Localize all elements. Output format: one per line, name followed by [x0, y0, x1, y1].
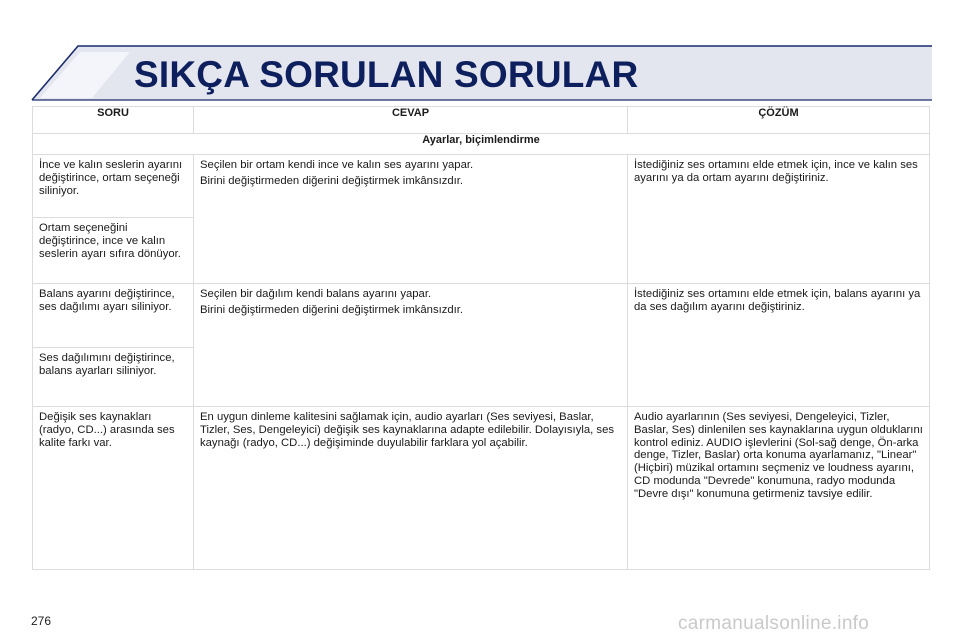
- answer-cell: [194, 407, 628, 570]
- answer-text: Birini değiştirmeden diğerini değiştirmek imkânsızdır.: [200, 303, 464, 316]
- solution-text: İstediğiniz ses ortamını elde etmek için, balans ayarını ya da ses dağılım ayarını değiştiriniz.: [634, 288, 921, 313]
- answer-text: Seçilen bir dağılım kendi balans ayarını yapar.: [200, 288, 432, 300]
- table-row: [33, 155, 930, 218]
- table-row: [33, 284, 930, 348]
- question-cell: [33, 284, 194, 348]
- question-text: Balans ayarını değiştirince, ses dağılımı ayarı siliniyor.: [39, 288, 175, 313]
- table-row: [33, 407, 930, 570]
- question-cell: [33, 155, 194, 218]
- page-title: SIKÇA SORULAN SORULAR: [134, 54, 639, 95]
- question-cell: [33, 218, 194, 284]
- question-text: Ses dağılımını değiştirince, balans ayarları siliniyor.: [39, 352, 175, 377]
- faq-table: [32, 106, 930, 570]
- column-header-cozum: ÇÖZÜM: [628, 107, 930, 134]
- question-text: Ortam seçeneğini değiştirince, ince ve kalın seslerin ayarı sıfıra dönüyor.: [39, 222, 181, 260]
- question-cell: [33, 348, 194, 407]
- answer-text: Seçilen bir ortam kendi ince ve kalın ses ayarını yapar.: [200, 159, 474, 171]
- column-header-soru: SORU: [33, 107, 194, 134]
- solution-cell: [628, 284, 930, 407]
- answer-cell: [194, 155, 628, 284]
- solution-cell: [628, 155, 930, 284]
- question-text: İnce ve kalın seslerin ayarını değiştirince, ortam seçeneği siliniyor.: [39, 159, 183, 197]
- answer-cell: [194, 284, 628, 407]
- solution-text: İstediğiniz ses ortamını elde etmek için, ince ve kalın ses ayarını ya da ortam ayarını değiştiriniz.: [634, 159, 918, 184]
- answer-text: Birini değiştirmeden diğerini değiştirmek imkânsızdır.: [200, 174, 464, 187]
- table-header-row: [33, 107, 930, 134]
- column-header-cevap: CEVAP: [194, 107, 628, 134]
- watermark: carmanualsonline.info: [678, 613, 870, 634]
- answer-text: En uygun dinleme kalitesini sağlamak için, audio ayarları (Ses seviyesi, Baslar, Tizler, Ses, Dengeleyici) değişik ses kaynaklarına adapte edilebilir. Dolayısıyla, ses kaynağı (radyo, CD...) değişiminde duyulabilir farklara yol açabilir.: [200, 411, 614, 449]
- solution-cell: [628, 407, 930, 570]
- solution-text: Audio ayarlarının (Ses seviyesi, Dengeleyici, Tizler, Baslar, Ses) dinlenilen ses kaynaklarına uygun olduklarını kontrol ediniz. AUDIO işlevlerini (Sol-sağ denge, Ön-arka denge, Tizler, Baslar) orta konuma ayarlamanız, "Linear" (Hiçbiri) müzikal ortamını seçmeniz ve loudness ayarını, CD modunda "Devrede" konumuna, radyo modunda "Devre dışı" konumuna getirmeniz tavsiye edilir.: [634, 411, 923, 500]
- section-row: [33, 134, 930, 155]
- question-text: Değişik ses kaynakları (radyo, CD...) arasında ses kalite farkı var.: [39, 411, 175, 449]
- question-cell: [33, 407, 194, 570]
- section-title: Ayarlar, biçimlendirme: [33, 134, 930, 155]
- page-number: 276: [31, 614, 52, 628]
